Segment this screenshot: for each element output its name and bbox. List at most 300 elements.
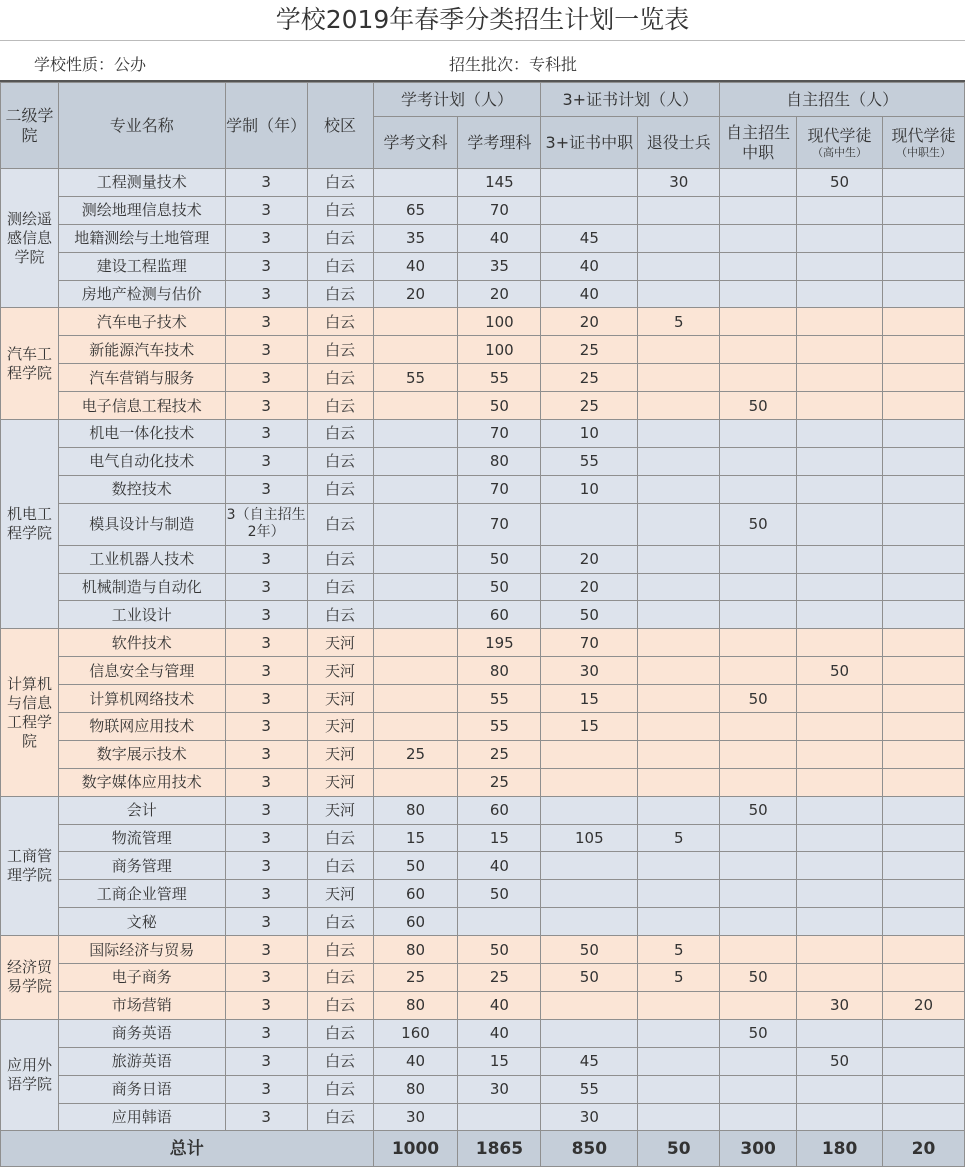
- total-veterans: 50: [638, 1131, 720, 1167]
- duration-cell: 3: [225, 1019, 307, 1047]
- apprentice-vs-cell: [883, 308, 965, 336]
- exam-arts-cell: 80: [373, 796, 458, 824]
- table-row: [1, 252, 965, 280]
- duration-cell: 3: [225, 991, 307, 1019]
- campus-cell: 白云: [307, 964, 373, 992]
- cert-cell: [541, 852, 638, 880]
- apprentice-hs-cell: [797, 336, 883, 364]
- major-cell: 工程测量技术: [58, 169, 225, 197]
- self-vocational-cell: [720, 364, 797, 392]
- admission-batch: 招生批次：专科批: [449, 55, 578, 74]
- self-vocational-cell: [720, 336, 797, 364]
- table-row: [1, 740, 965, 768]
- table-row: [1, 629, 965, 657]
- major-cell: 工业机器人技术: [58, 545, 225, 573]
- veterans-cell: [638, 392, 720, 420]
- major-cell: 文秘: [58, 908, 225, 936]
- self-vocational-cell: [720, 573, 797, 601]
- campus-cell: 白云: [307, 503, 373, 545]
- apprentice-vs-cell: [883, 1075, 965, 1103]
- duration-cell: 3: [225, 852, 307, 880]
- total-self-voc: 300: [720, 1131, 797, 1167]
- header-exam-group: 学考计划（人）: [373, 83, 541, 117]
- exam-arts-cell: [373, 768, 458, 796]
- veterans-cell: [638, 629, 720, 657]
- header-apprentice-vs-line2: （中职生）: [896, 146, 951, 159]
- veterans-cell: [638, 545, 720, 573]
- campus-cell: 白云: [307, 364, 373, 392]
- apprentice-hs-cell: [797, 392, 883, 420]
- duration-cell: 3: [225, 908, 307, 936]
- major-cell: 新能源汽车技术: [58, 336, 225, 364]
- cert-cell: 20: [541, 545, 638, 573]
- veterans-cell: [638, 908, 720, 936]
- cert-cell: 10: [541, 420, 638, 448]
- self-vocational-cell: [720, 629, 797, 657]
- duration-cell: 3: [225, 936, 307, 964]
- table-row: [1, 364, 965, 392]
- self-vocational-cell: [720, 852, 797, 880]
- self-vocational-cell: [720, 1075, 797, 1103]
- cert-cell: 40: [541, 252, 638, 280]
- veterans-cell: [638, 252, 720, 280]
- cert-cell: [541, 503, 638, 545]
- exam-arts-cell: 80: [373, 991, 458, 1019]
- apprentice-hs-cell: [797, 1103, 883, 1131]
- total-label: 总计: [1, 1131, 374, 1167]
- table-row: [1, 964, 965, 992]
- exam-sci-cell: 25: [458, 964, 541, 992]
- self-vocational-cell: [720, 252, 797, 280]
- duration-cell: 3: [225, 601, 307, 629]
- self-vocational-cell: 50: [720, 503, 797, 545]
- school-nature: 学校性质：公办: [34, 55, 147, 74]
- campus-cell: 天河: [307, 657, 373, 685]
- header-exam-arts: 学考文科: [373, 117, 458, 169]
- cert-cell: [541, 768, 638, 796]
- cert-cell: 45: [541, 224, 638, 252]
- total-row: [1, 1131, 965, 1167]
- apprentice-vs-cell: [883, 224, 965, 252]
- veterans-cell: [638, 1103, 720, 1131]
- campus-cell: 天河: [307, 768, 373, 796]
- exam-arts-cell: [373, 503, 458, 545]
- veterans-cell: 5: [638, 308, 720, 336]
- exam-sci-cell: [458, 908, 541, 936]
- major-cell: 电子信息工程技术: [58, 392, 225, 420]
- exam-sci-cell: 70: [458, 420, 541, 448]
- header-apprentice-hs: [797, 117, 883, 169]
- exam-arts-cell: 60: [373, 908, 458, 936]
- table-row: [1, 420, 965, 448]
- duration-cell: 3: [225, 252, 307, 280]
- veterans-cell: 5: [638, 964, 720, 992]
- exam-arts-cell: 60: [373, 880, 458, 908]
- header-veterans: 退役士兵: [638, 117, 720, 169]
- apprentice-hs-cell: [797, 475, 883, 503]
- college-cell: 测绘遥感信息学院: [1, 169, 59, 308]
- major-cell: 会计: [58, 796, 225, 824]
- apprentice-vs-cell: [883, 601, 965, 629]
- exam-arts-cell: 20: [373, 280, 458, 308]
- cert-cell: 55: [541, 1075, 638, 1103]
- campus-cell: 白云: [307, 601, 373, 629]
- table-row: [1, 573, 965, 601]
- table-row: [1, 1075, 965, 1103]
- apprentice-hs-cell: [797, 1075, 883, 1103]
- duration-cell: 3: [225, 768, 307, 796]
- exam-arts-cell: [373, 336, 458, 364]
- table-row: [1, 1019, 965, 1047]
- campus-cell: 白云: [307, 196, 373, 224]
- exam-arts-cell: [373, 601, 458, 629]
- apprentice-hs-cell: [797, 224, 883, 252]
- cert-cell: 15: [541, 685, 638, 713]
- duration-cell: 3: [225, 824, 307, 852]
- apprentice-hs-cell: [797, 420, 883, 448]
- self-vocational-cell: [720, 713, 797, 741]
- exam-sci-cell: 15: [458, 824, 541, 852]
- exam-arts-cell: 160: [373, 1019, 458, 1047]
- header-college: 二级学院: [1, 83, 59, 169]
- campus-cell: 白云: [307, 475, 373, 503]
- apprentice-vs-cell: [883, 936, 965, 964]
- cert-cell: 25: [541, 392, 638, 420]
- campus-cell: 白云: [307, 280, 373, 308]
- major-cell: 工业设计: [58, 601, 225, 629]
- apprentice-hs-cell: [797, 280, 883, 308]
- exam-sci-cell: 50: [458, 545, 541, 573]
- enrollment-table: [0, 82, 965, 1167]
- info-bar: [0, 41, 965, 82]
- major-cell: 工商企业管理: [58, 880, 225, 908]
- exam-arts-cell: 35: [373, 224, 458, 252]
- apprentice-hs-cell: 50: [797, 1047, 883, 1075]
- apprentice-vs-cell: [883, 169, 965, 197]
- cert-cell: 25: [541, 336, 638, 364]
- apprentice-hs-cell: [797, 713, 883, 741]
- table-row: [1, 768, 965, 796]
- exam-arts-cell: [373, 685, 458, 713]
- exam-sci-cell: 25: [458, 740, 541, 768]
- veterans-cell: 30: [638, 169, 720, 197]
- apprentice-hs-cell: [797, 824, 883, 852]
- table-row: [1, 308, 965, 336]
- apprentice-hs-cell: [797, 908, 883, 936]
- cert-cell: 50: [541, 964, 638, 992]
- apprentice-vs-cell: [883, 392, 965, 420]
- apprentice-hs-cell: [797, 880, 883, 908]
- veterans-cell: [638, 280, 720, 308]
- self-vocational-cell: [720, 1047, 797, 1075]
- cert-cell: 45: [541, 1047, 638, 1075]
- self-vocational-cell: [720, 420, 797, 448]
- veterans-cell: [638, 1075, 720, 1103]
- campus-cell: 白云: [307, 936, 373, 964]
- apprentice-vs-cell: [883, 768, 965, 796]
- duration-cell: 3: [225, 880, 307, 908]
- duration-cell: 3: [225, 573, 307, 601]
- apprentice-hs-cell: [797, 629, 883, 657]
- table-row: [1, 1103, 965, 1131]
- exam-sci-cell: 25: [458, 768, 541, 796]
- cert-cell: [541, 740, 638, 768]
- exam-arts-cell: [373, 657, 458, 685]
- header-apprentice-vs: [883, 117, 965, 169]
- apprentice-hs-cell: [797, 573, 883, 601]
- duration-cell: 3: [225, 280, 307, 308]
- table-row: [1, 545, 965, 573]
- apprentice-vs-cell: [883, 1047, 965, 1075]
- apprentice-hs-cell: 50: [797, 169, 883, 197]
- major-cell: 数字展示技术: [58, 740, 225, 768]
- apprentice-vs-cell: [883, 1019, 965, 1047]
- exam-arts-cell: 40: [373, 252, 458, 280]
- veterans-cell: [638, 713, 720, 741]
- campus-cell: 白云: [307, 824, 373, 852]
- major-cell: 汽车营销与服务: [58, 364, 225, 392]
- self-vocational-cell: [720, 991, 797, 1019]
- header-cert-group: 3+证书计划（人）: [541, 83, 720, 117]
- campus-cell: 天河: [307, 713, 373, 741]
- self-vocational-cell: 50: [720, 392, 797, 420]
- apprentice-vs-cell: [883, 824, 965, 852]
- exam-sci-cell: 50: [458, 573, 541, 601]
- self-vocational-cell: [720, 308, 797, 336]
- exam-sci-cell: 15: [458, 1047, 541, 1075]
- exam-sci-cell: 20: [458, 280, 541, 308]
- table-row: [1, 336, 965, 364]
- veterans-cell: [638, 503, 720, 545]
- cert-cell: 105: [541, 824, 638, 852]
- duration-cell: 3: [225, 169, 307, 197]
- total-app-vs: 20: [883, 1131, 965, 1167]
- apprentice-hs-cell: 30: [797, 991, 883, 1019]
- major-cell: 商务管理: [58, 852, 225, 880]
- major-cell: 物流管理: [58, 824, 225, 852]
- campus-cell: 白云: [307, 991, 373, 1019]
- self-vocational-cell: [720, 1103, 797, 1131]
- exam-sci-cell: 40: [458, 1019, 541, 1047]
- exam-sci-cell: 50: [458, 936, 541, 964]
- table-row: [1, 447, 965, 475]
- apprentice-hs-cell: [797, 964, 883, 992]
- exam-sci-cell: 35: [458, 252, 541, 280]
- exam-arts-cell: 40: [373, 1047, 458, 1075]
- exam-arts-cell: 25: [373, 964, 458, 992]
- table-row: [1, 169, 965, 197]
- self-vocational-cell: [720, 196, 797, 224]
- major-cell: 数控技术: [58, 475, 225, 503]
- major-cell: 电气自动化技术: [58, 447, 225, 475]
- campus-cell: 天河: [307, 629, 373, 657]
- veterans-cell: [638, 196, 720, 224]
- campus-cell: 天河: [307, 740, 373, 768]
- header-self-group: 自主招生（人）: [720, 83, 965, 117]
- self-vocational-cell: [720, 447, 797, 475]
- veterans-cell: [638, 475, 720, 503]
- exam-arts-cell: 55: [373, 364, 458, 392]
- major-cell: 计算机网络技术: [58, 685, 225, 713]
- exam-sci-cell: 100: [458, 308, 541, 336]
- apprentice-vs-cell: [883, 852, 965, 880]
- duration-cell: 3: [225, 796, 307, 824]
- cert-cell: 15: [541, 713, 638, 741]
- apprentice-vs-cell: [883, 420, 965, 448]
- college-cell: 经济贸易学院: [1, 936, 59, 1020]
- exam-arts-cell: 15: [373, 824, 458, 852]
- apprentice-vs-cell: [883, 252, 965, 280]
- veterans-cell: [638, 573, 720, 601]
- veterans-cell: [638, 685, 720, 713]
- campus-cell: 白云: [307, 852, 373, 880]
- exam-arts-cell: 80: [373, 1075, 458, 1103]
- major-cell: 房地产检测与估价: [58, 280, 225, 308]
- self-vocational-cell: 50: [720, 685, 797, 713]
- campus-cell: 白云: [307, 573, 373, 601]
- apprentice-hs-cell: [797, 503, 883, 545]
- exam-sci-cell: 60: [458, 796, 541, 824]
- exam-arts-cell: [373, 475, 458, 503]
- total-exam-sci: 1865: [458, 1131, 541, 1167]
- veterans-cell: [638, 447, 720, 475]
- exam-sci-cell: 195: [458, 629, 541, 657]
- table-row: [1, 936, 965, 964]
- exam-sci-cell: 50: [458, 880, 541, 908]
- cert-cell: [541, 169, 638, 197]
- veterans-cell: [638, 796, 720, 824]
- veterans-cell: [638, 601, 720, 629]
- exam-arts-cell: [373, 392, 458, 420]
- duration-cell: 3: [225, 1047, 307, 1075]
- header-apprentice-hs-line2: （高中生）: [812, 146, 868, 159]
- exam-arts-cell: 25: [373, 740, 458, 768]
- header-major: 专业名称: [58, 83, 225, 169]
- exam-sci-cell: 50: [458, 392, 541, 420]
- apprentice-hs-cell: [797, 685, 883, 713]
- cert-cell: 30: [541, 657, 638, 685]
- veterans-cell: [638, 1047, 720, 1075]
- duration-cell: 3: [225, 657, 307, 685]
- major-cell: 商务日语: [58, 1075, 225, 1103]
- cert-cell: [541, 196, 638, 224]
- cert-cell: 40: [541, 280, 638, 308]
- exam-sci-cell: 145: [458, 169, 541, 197]
- exam-sci-cell: 40: [458, 991, 541, 1019]
- major-cell: 机电一体化技术: [58, 420, 225, 448]
- campus-cell: 白云: [307, 1075, 373, 1103]
- campus-cell: 白云: [307, 252, 373, 280]
- duration-cell: 3: [225, 740, 307, 768]
- duration-cell: 3: [225, 1075, 307, 1103]
- major-cell: 电子商务: [58, 964, 225, 992]
- table-row: [1, 475, 965, 503]
- major-cell: 信息安全与管理: [58, 657, 225, 685]
- campus-cell: 白云: [307, 336, 373, 364]
- veterans-cell: 5: [638, 824, 720, 852]
- exam-sci-cell: 40: [458, 224, 541, 252]
- major-cell: 地籍测绘与土地管理: [58, 224, 225, 252]
- exam-sci-cell: 70: [458, 475, 541, 503]
- cert-cell: 10: [541, 475, 638, 503]
- exam-sci-cell: [458, 1103, 541, 1131]
- exam-arts-cell: 65: [373, 196, 458, 224]
- duration-cell: 3: [225, 475, 307, 503]
- duration-cell: 3: [225, 336, 307, 364]
- exam-sci-cell: 80: [458, 447, 541, 475]
- apprentice-hs-cell: [797, 740, 883, 768]
- apprentice-vs-cell: [883, 796, 965, 824]
- duration-cell: 3: [225, 308, 307, 336]
- apprentice-vs-cell: [883, 503, 965, 545]
- major-cell: 模具设计与制造: [58, 503, 225, 545]
- self-vocational-cell: [720, 224, 797, 252]
- exam-sci-cell: 70: [458, 503, 541, 545]
- cert-cell: 55: [541, 447, 638, 475]
- table-row: [1, 908, 965, 936]
- header-apprentice-vs-line1: 现代学徒: [891, 126, 956, 145]
- apprentice-vs-cell: [883, 364, 965, 392]
- apprentice-hs-cell: [797, 936, 883, 964]
- duration-cell: 3: [225, 713, 307, 741]
- campus-cell: 白云: [307, 392, 373, 420]
- campus-cell: 白云: [307, 1047, 373, 1075]
- campus-cell: 天河: [307, 880, 373, 908]
- apprentice-hs-cell: [797, 447, 883, 475]
- self-vocational-cell: 50: [720, 1019, 797, 1047]
- campus-cell: 白云: [307, 447, 373, 475]
- duration-cell: 3: [225, 545, 307, 573]
- self-vocational-cell: [720, 601, 797, 629]
- apprentice-vs-cell: [883, 880, 965, 908]
- veterans-cell: [638, 1019, 720, 1047]
- major-cell: 机械制造与自动化: [58, 573, 225, 601]
- apprentice-hs-cell: [797, 545, 883, 573]
- duration-cell: 3（自主招生2年）: [225, 503, 307, 545]
- cert-cell: 20: [541, 573, 638, 601]
- exam-arts-cell: [373, 545, 458, 573]
- duration-cell: 3: [225, 420, 307, 448]
- major-cell: 应用韩语: [58, 1103, 225, 1131]
- header-cert-vocational: 3+证书中职: [541, 117, 638, 169]
- cert-cell: 25: [541, 364, 638, 392]
- self-vocational-cell: [720, 280, 797, 308]
- veterans-cell: [638, 768, 720, 796]
- self-vocational-cell: [720, 475, 797, 503]
- exam-sci-cell: 70: [458, 196, 541, 224]
- table-row: [1, 880, 965, 908]
- veterans-cell: 5: [638, 936, 720, 964]
- apprentice-vs-cell: [883, 685, 965, 713]
- college-cell: 应用外语学院: [1, 1019, 59, 1131]
- header-campus: 校区: [307, 83, 373, 169]
- apprentice-hs-cell: [797, 768, 883, 796]
- self-vocational-cell: [720, 880, 797, 908]
- duration-cell: 3: [225, 224, 307, 252]
- exam-arts-cell: [373, 420, 458, 448]
- apprentice-vs-cell: [883, 908, 965, 936]
- apprentice-vs-cell: 20: [883, 991, 965, 1019]
- exam-arts-cell: [373, 308, 458, 336]
- exam-arts-cell: [373, 169, 458, 197]
- cert-cell: [541, 796, 638, 824]
- table-row: [1, 657, 965, 685]
- campus-cell: 白云: [307, 224, 373, 252]
- apprentice-vs-cell: [883, 964, 965, 992]
- cert-cell: 70: [541, 629, 638, 657]
- veterans-cell: [638, 740, 720, 768]
- apprentice-vs-cell: [883, 447, 965, 475]
